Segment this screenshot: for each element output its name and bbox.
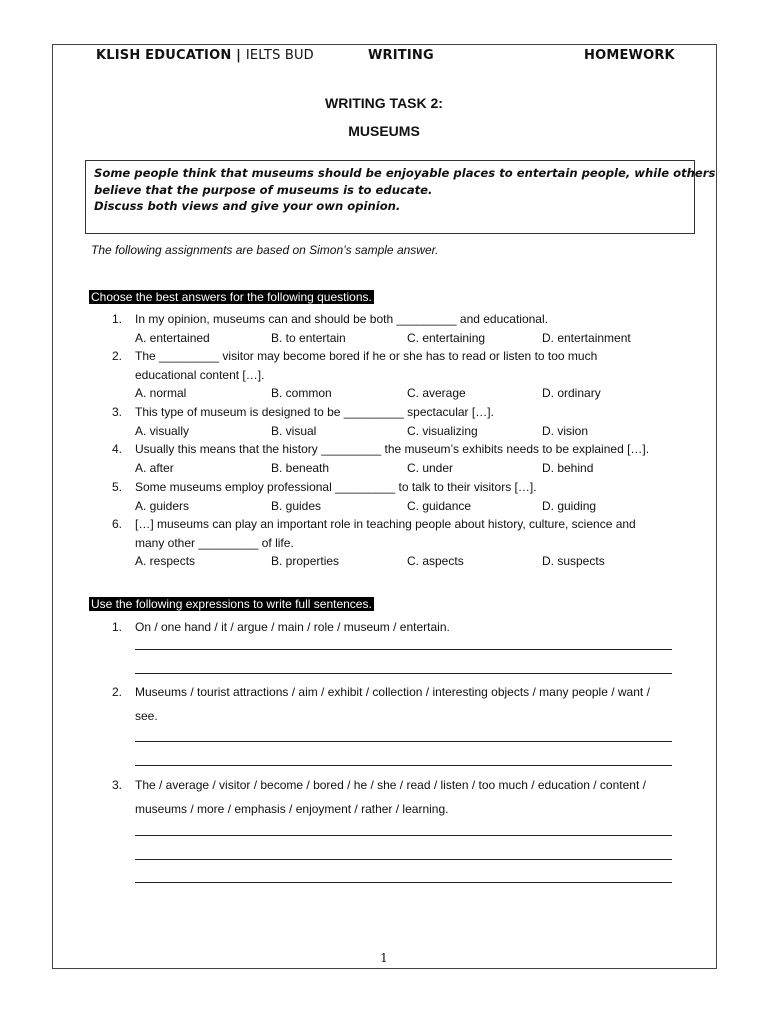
- header-type: HOMEWORK: [584, 48, 675, 63]
- answer-line: [135, 882, 672, 883]
- sentence-prompt: Museums / tourist attractions / aim / exhibit / collection / interesting objects / many people / want /: [135, 685, 650, 699]
- question-text: Usually this means that the history _________ the museum’s exhibits needs to be explained […].: [135, 442, 650, 456]
- sentence-prompt: museums / more / emphasis / enjoyment / rather / learning.: [135, 802, 449, 816]
- prompt-box: [85, 160, 716, 234]
- answer-option: A. after: [135, 460, 174, 475]
- title-line2: MUSEUMS: [348, 123, 420, 139]
- question-text: many other _________ of life.: [135, 535, 294, 550]
- answer-option: A. visually: [135, 423, 190, 438]
- question-number: 4.: [112, 442, 123, 456]
- question-text: In my opinion, museums can and should be both _________ and educational.: [135, 312, 548, 326]
- answer-option: B. properties: [271, 554, 340, 569]
- answer-option: C. aspects: [407, 554, 464, 569]
- answer-line: [135, 859, 672, 860]
- question-text: The _________ visitor may become bored if he or she has to read or listen to too much: [135, 349, 598, 363]
- sentence-number: 3.: [112, 778, 123, 792]
- answer-option: B. visual: [271, 423, 317, 438]
- sentence-prompt: On / one hand / it / argue / main / role / museum / entertain.: [135, 620, 450, 634]
- question-text: […] museums can play an important role in teaching people about history, culture, science and: [135, 517, 636, 531]
- answer-option: D. entertainment: [542, 330, 631, 345]
- answer-line: [135, 765, 672, 766]
- answer-option: A. normal: [135, 386, 187, 401]
- answer-option: D. guiding: [542, 498, 597, 513]
- header-section: WRITING: [368, 48, 434, 63]
- part1-heading: Choose the best answers for the following questions.: [91, 290, 372, 304]
- page-number: 1: [380, 951, 388, 965]
- answer-option: A. respects: [135, 554, 196, 569]
- question-text: educational content […].: [135, 367, 265, 382]
- prompt-line1: Some people think that museums should be enjoyable places to entertain people, while others: [94, 166, 716, 180]
- answer-option: B. guides: [271, 498, 322, 513]
- answer-option: C. average: [407, 386, 466, 401]
- header-brand: [96, 48, 314, 63]
- answer-option: D. suspects: [542, 554, 605, 569]
- answer-option: B. beneath: [271, 460, 330, 475]
- answer-option: D. behind: [542, 460, 594, 475]
- prompt-line2: believe that the purpose of museums is to educate.: [94, 182, 433, 197]
- intro-text: The following assignments are based on Simon’s sample answer.: [91, 243, 439, 257]
- sentence-number: 1.: [112, 620, 123, 634]
- question-number: 6.: [112, 517, 123, 531]
- answer-line: [135, 649, 672, 650]
- answer-line: [135, 741, 672, 742]
- question-number: 1.: [112, 312, 123, 326]
- answer-option: C. guidance: [407, 498, 472, 513]
- answer-option: D. ordinary: [542, 386, 601, 401]
- title-line1: WRITING TASK 2:: [325, 95, 443, 111]
- answer-line: [135, 835, 672, 836]
- answer-option: C. visualizing: [407, 423, 478, 438]
- sentence-prompt: see.: [135, 709, 158, 723]
- answer-option: D. vision: [542, 423, 589, 438]
- answer-option: C. entertaining: [407, 330, 486, 345]
- answer-option: A. entertained: [135, 330, 210, 345]
- answer-option: B. to entertain: [271, 330, 346, 345]
- answer-option: A. guiders: [135, 498, 190, 513]
- question-number: 3.: [112, 405, 123, 419]
- sentence-number: 2.: [112, 685, 123, 699]
- part2-heading: Use the following expressions to write full sentences.: [91, 597, 372, 611]
- sentence-prompt: The / average / visitor / become / bored / he / she / read / listen / too much / education / content /: [135, 778, 646, 792]
- header-brand-normal: IELTS BUD: [245, 48, 314, 63]
- prompt-line3: Discuss both views and give your own opinion.: [94, 199, 401, 213]
- question-number: 5.: [112, 480, 123, 494]
- question-text: Some museums employ professional _________ to talk to their visitors […].: [135, 480, 537, 494]
- header-brand-bold: KLISH EDUCATION |: [96, 48, 242, 63]
- answer-option: C. under: [407, 460, 454, 475]
- answer-line: [135, 673, 672, 674]
- question-number: 2.: [112, 349, 123, 363]
- answer-option: B. common: [271, 386, 332, 401]
- question-text: This type of museum is designed to be _________ spectacular […].: [135, 405, 494, 419]
